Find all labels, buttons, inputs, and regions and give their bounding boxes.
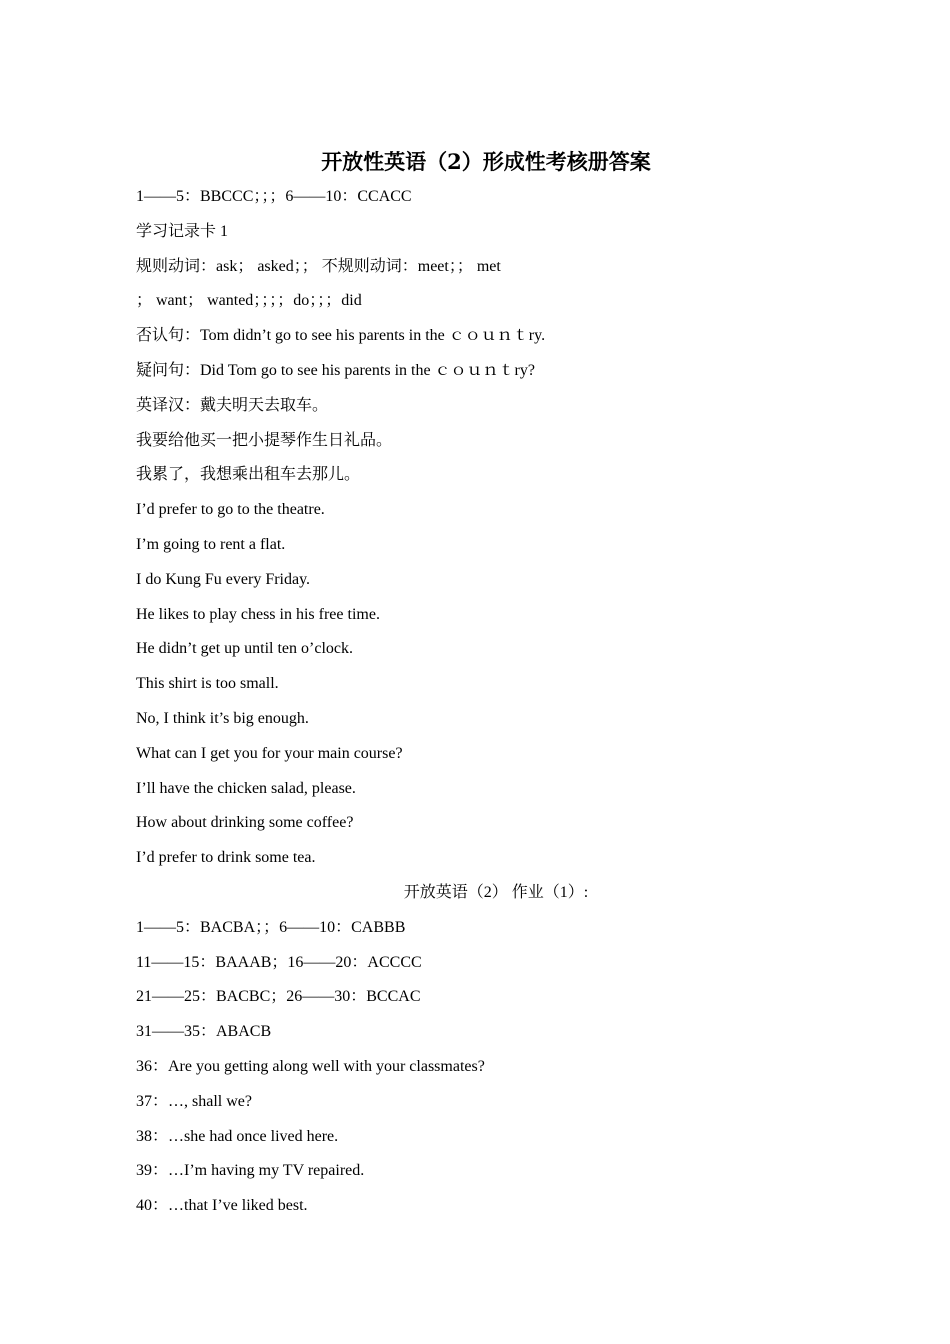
answer-line: I’d prefer to drink some tea. bbox=[136, 849, 316, 867]
document-body bbox=[136, 182, 896, 1226]
answer-line: 11——15：BAAAB；16——20：ACCCC bbox=[136, 953, 422, 971]
answer-line: 21——25：BACBC；26——30：BCCAC bbox=[136, 988, 421, 1006]
answer-line: 学习记录卡 1 bbox=[136, 222, 229, 240]
answer-line: 疑问句：Did Tom go to see his parents in the ｃｏｕｎｔry? bbox=[136, 361, 535, 379]
answer-line: 英译汉：戴夫明天去取车。 bbox=[136, 396, 329, 414]
answer-line: 1——5：BACBA；；6——10：CABBB bbox=[136, 918, 406, 936]
answer-line: 37：…, shall we? bbox=[136, 1092, 252, 1110]
answer-line: I’m going to rent a flat. bbox=[136, 535, 286, 553]
answer-line: I do Kung Fu every Friday. bbox=[136, 570, 311, 588]
answer-line: 1——5：BBCCC；；；6——10：CCACC bbox=[136, 188, 412, 205]
answer-line: 规则动词：ask； asked；； 不规则动词：meet；； met bbox=[136, 257, 501, 275]
answer-line: How about drinking some coffee? bbox=[136, 814, 354, 832]
answer-line: 31——35：ABACB bbox=[136, 1023, 272, 1041]
answer-line: 38：…she had once lived here. bbox=[136, 1127, 339, 1145]
answer-line: I’d prefer to go to the theatre. bbox=[136, 501, 325, 519]
answer-line: What can I get you for your main course? bbox=[136, 744, 403, 762]
answer-line: 36：Are you getting along well with your classmates? bbox=[136, 1057, 485, 1075]
answer-line: He likes to play chess in his free time. bbox=[136, 605, 380, 623]
answer-line: No, I think it’s big enough. bbox=[136, 709, 309, 727]
answer-line: ； want； wanted；；；；do；；；did bbox=[136, 292, 362, 310]
answer-line: 40：…that I’ve liked best. bbox=[136, 1197, 308, 1215]
answer-line: I’ll have the chicken salad, please. bbox=[136, 779, 356, 797]
answer-line: 39：…I’m having my TV repaired. bbox=[136, 1162, 365, 1180]
answer-line: 我要给他买一把小提琴作生日礼品。 bbox=[136, 431, 393, 449]
section-heading: 开放英语（2） 作业（1）: bbox=[403, 883, 589, 901]
answer-line: This shirt is too small. bbox=[136, 675, 279, 693]
document-title: 开放性英语（2）形成性考核册答案 bbox=[321, 149, 651, 174]
answer-line: 我累了，我想乘出租车去那儿。 bbox=[136, 466, 361, 484]
answer-line: 否认句：Tom didn’t go to see his parents in the ｃｏｕｎｔry. bbox=[136, 327, 546, 345]
answer-line: He didn’t get up until ten o’clock. bbox=[136, 640, 353, 658]
